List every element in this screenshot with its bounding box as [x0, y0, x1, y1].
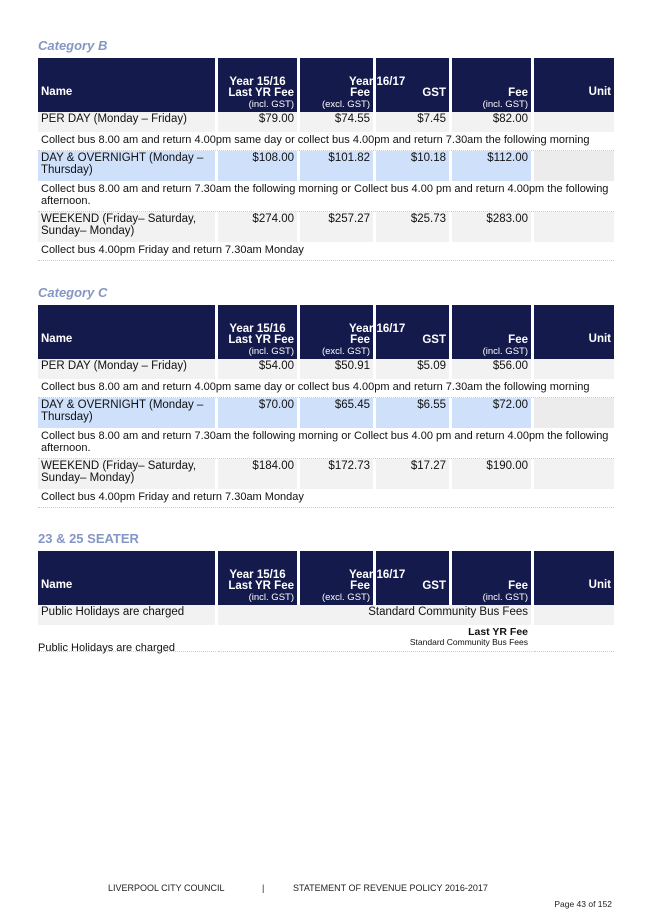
row-gst: $5.09	[376, 359, 452, 379]
row-total: $82.00	[452, 112, 534, 132]
row-last-fee: $108.00	[218, 151, 300, 181]
table-row	[38, 112, 614, 132]
row-last-fee: $54.00	[218, 359, 300, 379]
header-name: Name	[38, 305, 218, 359]
row-last-fee: $70.00	[218, 398, 300, 428]
row-last-fee: $184.00	[218, 459, 300, 489]
row-name: PER DAY (Monday – Friday)	[38, 112, 218, 132]
header-name: Name	[38, 58, 218, 112]
seater-title: 23 & 25 SEATER	[38, 531, 139, 546]
row-description: Collect bus 4.00pm Friday and return 7.30am Monday	[38, 489, 614, 508]
row-name: PER DAY (Monday – Friday)	[38, 359, 218, 379]
row-description: Collect bus 8.00 am and return 4.00pm same day or collect bus 4.00pm and return 7.30am the following morning	[38, 132, 614, 151]
table-header	[38, 551, 614, 605]
header-year-1516: Year 15/16 Last YR Fee (incl. GST)	[218, 305, 300, 359]
header-fee-incl: Fee (incl. GST)	[452, 58, 534, 112]
footer-page-number: Page 43 of 152	[554, 899, 612, 909]
table-row	[38, 605, 614, 625]
row-name: WEEKEND (Friday– Saturday, Sunday– Monday)	[38, 459, 218, 489]
row-gst: $6.55	[376, 398, 452, 428]
row-total: $72.00	[452, 398, 534, 428]
category-c-title: Category C	[38, 285, 108, 300]
row-name: WEEKEND (Friday– Saturday, Sunday– Monday)	[38, 212, 218, 242]
header-unit: Unit	[534, 551, 614, 605]
row-fee: $65.45	[300, 398, 376, 428]
row-total: $190.00	[452, 459, 534, 489]
row-unit	[534, 459, 614, 489]
row-gst: $25.73	[376, 212, 452, 242]
seater-table	[38, 551, 614, 652]
row-name: DAY & OVERNIGHT (Monday – Thursday)	[38, 398, 218, 428]
category-b-title: Category B	[38, 38, 108, 53]
row-fee: $257.27	[300, 212, 376, 242]
header-fee-excl: Fee (excl. GST)	[300, 58, 376, 112]
header-fee-incl: Fee (incl. GST)	[452, 551, 534, 605]
row-gst: $10.18	[376, 151, 452, 181]
category-b-table	[38, 58, 614, 261]
row-unit	[534, 112, 614, 132]
header-fee-excl: Fee (excl. GST)	[300, 305, 376, 359]
footer-statement: STATEMENT OF REVENUE POLICY 2016-2017	[293, 883, 488, 893]
row-last-fee: $79.00	[218, 112, 300, 132]
row-gst: $17.27	[376, 459, 452, 489]
row-total: $283.00	[452, 212, 534, 242]
table-row	[38, 212, 614, 242]
row-fee: $101.82	[300, 151, 376, 181]
row-total: $56.00	[452, 359, 534, 379]
header-gst: Year 16/17 GST	[376, 551, 452, 605]
header-unit: Unit	[534, 58, 614, 112]
header-gst: Year 16/17 GST	[376, 305, 452, 359]
row-unit	[534, 359, 614, 379]
row-value: Standard Community Bus Fees	[218, 605, 534, 625]
category-c-table	[38, 305, 614, 508]
header-year-1516: Year 15/16 Last YR Fee (incl. GST)	[218, 551, 300, 605]
row-fee: $50.91	[300, 359, 376, 379]
header-fee-incl: Fee (incl. GST)	[452, 305, 534, 359]
row-last-fee: $274.00	[218, 212, 300, 242]
row-description: Collect bus 8.00 am and return 7.30am the following morning or Collect bus 4.00 pm and return 4.00pm the following afternoon.	[38, 181, 614, 212]
table-row	[38, 459, 614, 489]
header-name: Name	[38, 551, 218, 605]
row-description: Collect bus 8.00 am and return 7.30am the following morning or Collect bus 4.00 pm and return 4.00pm the following afternoon.	[38, 428, 614, 459]
row-unit	[534, 605, 614, 625]
footer-separator: |	[262, 883, 265, 893]
row-sub: Last YR Fee Standard Community Bus Fees	[218, 625, 534, 652]
row-fee: $74.55	[300, 112, 376, 132]
header-unit: Unit	[534, 305, 614, 359]
table-row	[38, 151, 614, 181]
row-unit	[534, 151, 614, 181]
public-holidays-note: Public Holidays are charged	[38, 642, 175, 654]
row-name: Public Holidays are charged	[38, 605, 218, 625]
header-year-1516: Year 15/16 Last YR Fee (incl. GST)	[218, 58, 300, 112]
row-name: DAY & OVERNIGHT (Monday – Thursday)	[38, 151, 218, 181]
row-unit	[534, 398, 614, 428]
row-unit	[534, 212, 614, 242]
table-header	[38, 58, 614, 112]
table-row	[38, 359, 614, 379]
table-row	[38, 398, 614, 428]
header-fee-excl: Fee (excl. GST)	[300, 551, 376, 605]
row-description: Collect bus 8.00 am and return 4.00pm same day or collect bus 4.00pm and return 7.30am the following morning	[38, 379, 614, 398]
footer-council: LIVERPOOL CITY COUNCIL	[108, 883, 225, 893]
row-gst: $7.45	[376, 112, 452, 132]
row-fee: $172.73	[300, 459, 376, 489]
header-gst: Year 16/17 GST	[376, 58, 452, 112]
table-header	[38, 305, 614, 359]
row-description: Collect bus 4.00pm Friday and return 7.30am Monday	[38, 242, 614, 261]
row-total: $112.00	[452, 151, 534, 181]
